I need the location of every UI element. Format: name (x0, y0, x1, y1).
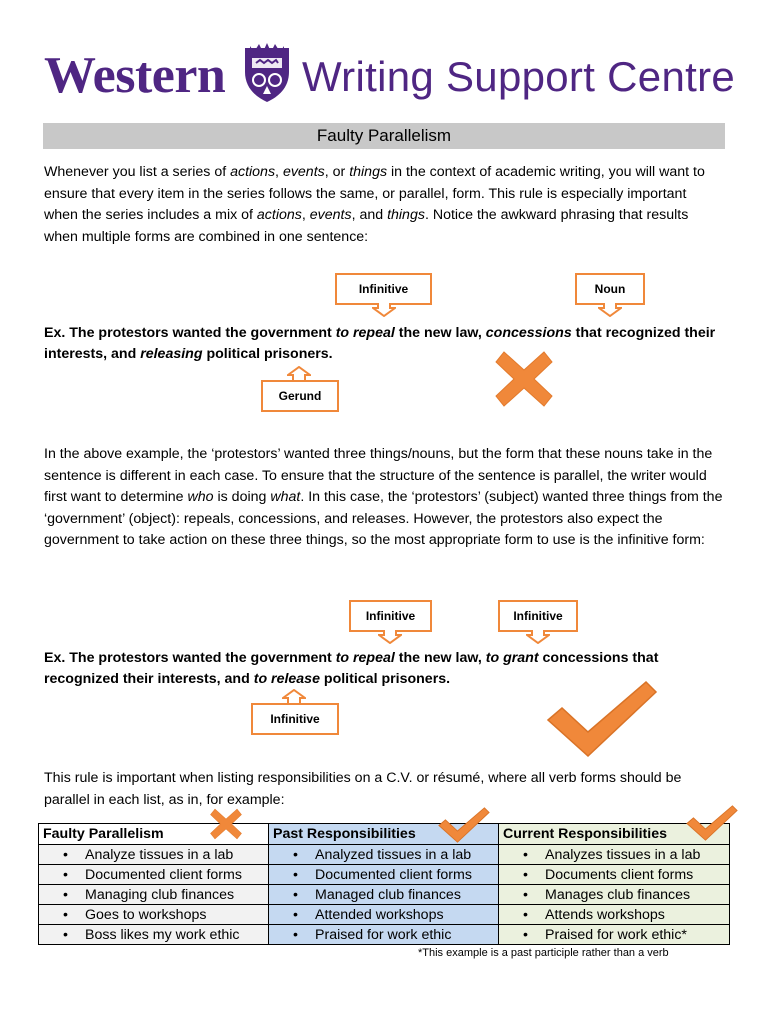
table-row (39, 885, 730, 905)
incorrect-x-icon (208, 808, 244, 840)
rule-paragraph: This rule is important when listing responsibilities on a C.V. or résumé, where all verb forms should be parallel in each list, as in, for example: (44, 770, 682, 808)
arrow-down-icon (526, 630, 550, 644)
bullet: • (63, 926, 68, 943)
table-cell (39, 925, 269, 945)
page-title: Faulty Parallelism (43, 123, 725, 149)
table-cell (269, 905, 499, 925)
table-cell (499, 845, 730, 865)
cell-text: Managing club finances (85, 886, 235, 903)
checkmark-icon (438, 806, 490, 844)
cell-text: Attended workshops (315, 906, 444, 923)
incorrect-x-icon (494, 350, 554, 408)
cell-text: Documented client forms (315, 866, 472, 883)
table-row (39, 865, 730, 885)
table-cell (499, 905, 730, 925)
table-header-past: Past Responsibilities (269, 824, 499, 845)
shield-crest-icon (242, 42, 292, 104)
bullet: • (63, 866, 68, 883)
bullet: • (523, 926, 528, 943)
intro-paragraph: Whenever you list a series of actions, events, or things in the context of academic writing, you will want to ensure that every item in the series follows the same, or parallel, form. This rule is especially important when the series includes a mix of actions, events, and things. Notice the awkward phrasing that results when multiple forms are combined in one sentence: (44, 164, 705, 245)
cell-text: Managed club finances (315, 886, 461, 903)
arrow-down-icon (598, 303, 622, 317)
bullet: • (293, 926, 298, 943)
table-cell (39, 845, 269, 865)
table-row (39, 925, 730, 945)
infinitive-tag: Infinitive (335, 273, 432, 305)
cell-text: Documented client forms (85, 866, 242, 883)
cell-text: Analyzes tissues in a lab (545, 846, 701, 863)
bullet: • (523, 846, 528, 863)
bullet: • (293, 866, 298, 883)
table-cell (269, 885, 499, 905)
table-cell (39, 905, 269, 925)
bullet: • (523, 906, 528, 923)
cell-text: Attends workshops (545, 906, 665, 923)
table-cell (269, 845, 499, 865)
bullet: • (293, 886, 298, 903)
table-cell (269, 865, 499, 885)
table-cell (499, 885, 730, 905)
cell-text: Boss likes my work ethic (85, 926, 240, 943)
infinitive-tag: Infinitive (349, 600, 432, 632)
table-cell (269, 925, 499, 945)
cell-text: Documents client forms (545, 866, 694, 883)
gerund-tag: Gerund (261, 380, 339, 412)
bullet: • (63, 846, 68, 863)
explanation-paragraph: In the above example, the ‘protestors’ wanted three things/nouns, but the form that these nouns take in the sentence is different in each case. To ensure that the structure of the sentence is parallel, the writer would first want to determine who is doing what. In this case, the ‘protestors’ (subject) wanted three things from the ‘government’ (object): repeals, concessions, and releases. However, the protestors also expect the government to take action on these three things, so the most appropriate form to use is the infinitive form: (44, 446, 723, 548)
infinitive-tag: Infinitive (251, 703, 339, 735)
arrow-down-icon (372, 303, 396, 317)
table-header-faulty: Faulty Parallelism (39, 824, 269, 845)
table-cell (499, 865, 730, 885)
example-sentence-parallel: Ex. The protestors wanted the government to repeal the new law, to grant concessions that recognized their interests, and to release political prisoners. (44, 650, 659, 687)
arrow-down-icon (378, 630, 402, 644)
bullet: • (523, 866, 528, 883)
cell-text: Manages club finances (545, 886, 691, 903)
cell-text: Analyze tissues in a lab (85, 846, 234, 863)
table-header-current: Current Responsibilities (499, 824, 730, 845)
footnote: *This example is a past participle rather than a verb (418, 947, 669, 959)
cell-text: Goes to workshops (85, 906, 207, 923)
cell-text: Praised for work ethic* (545, 926, 687, 943)
checkmark-icon (546, 680, 658, 758)
responsibilities-table (38, 823, 730, 945)
cell-text: Analyzed tissues in a lab (315, 846, 472, 863)
table-row (39, 845, 730, 865)
checkmark-icon (686, 804, 738, 842)
bullet: • (523, 886, 528, 903)
bullet: • (63, 886, 68, 903)
table-cell (39, 865, 269, 885)
table-row (39, 905, 730, 925)
noun-tag: Noun (575, 273, 645, 305)
bullet: • (293, 906, 298, 923)
writing-support-centre-text: Writing Support Centre (302, 53, 736, 100)
example-sentence-faulty: Ex. The protestors wanted the government to repeal the new law, concessions that recognized their interests, and releasing political prisoners. (44, 325, 716, 362)
western-logo-text: Western (44, 47, 226, 104)
bullet: • (293, 846, 298, 863)
table-cell (499, 925, 730, 945)
infinitive-tag: Infinitive (498, 600, 578, 632)
cell-text: Praised for work ethic (315, 926, 452, 943)
table-cell (39, 885, 269, 905)
bullet: • (63, 906, 68, 923)
